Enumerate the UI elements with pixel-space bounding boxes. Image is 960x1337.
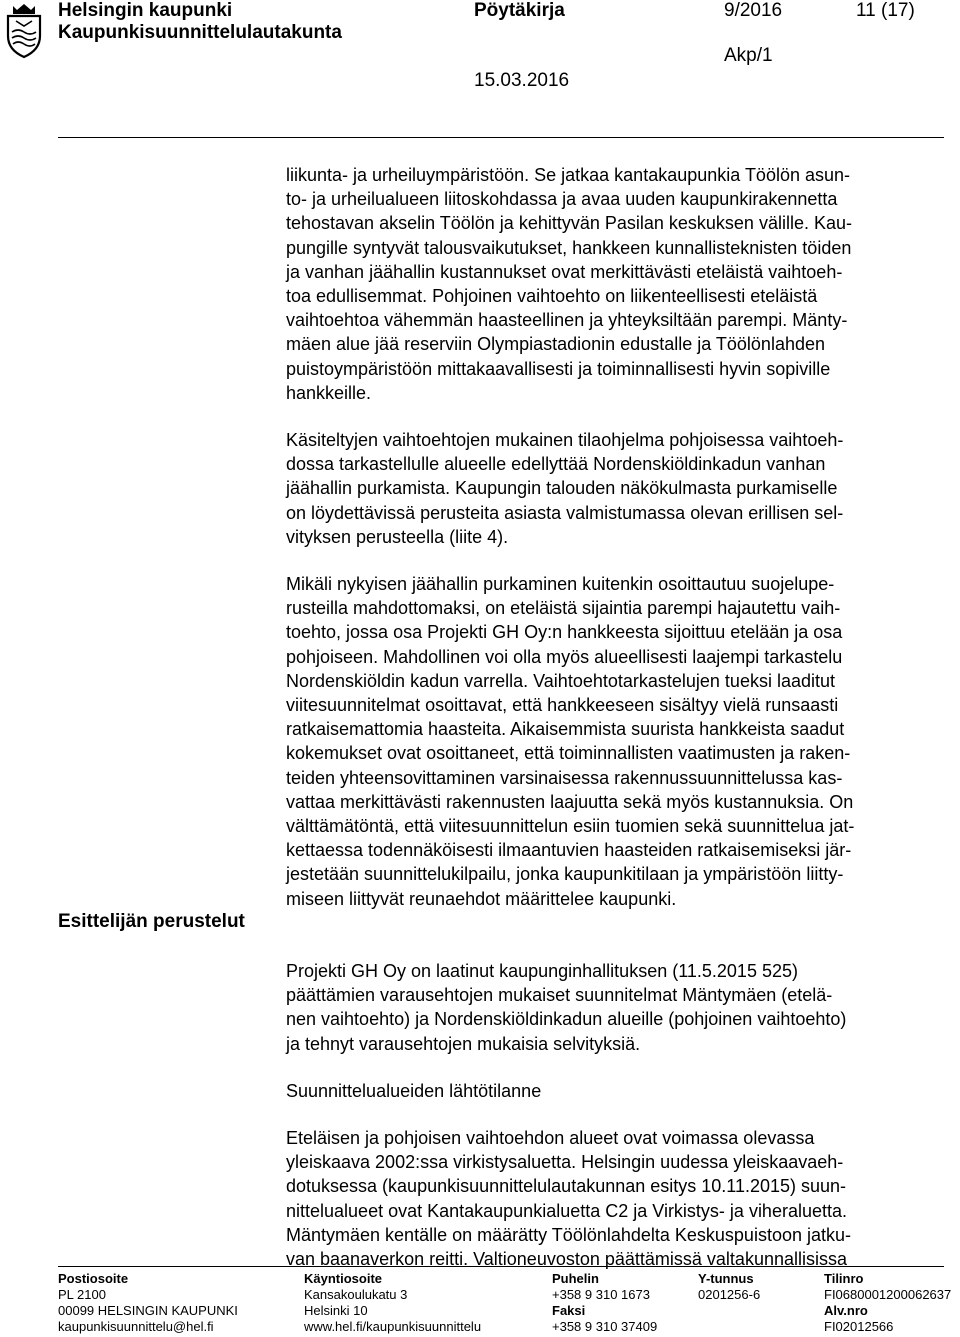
side-heading: Esittelijän perustelut <box>58 911 245 932</box>
footer-business-id: Y-tunnus 0201256-6 <box>698 1271 761 1302</box>
org-name: Helsingin kaupunki <box>58 0 233 21</box>
meeting-date: 15.03.2016 <box>474 70 570 91</box>
paragraph-3: Mikäli nykyisen jäähallin purkaminen kuitenkin osoittautuu suojelupe- rusteilla mahdottomaksi, on eteläistä sijaintia parempi hajautettu vaih- toehto, jossa osa Projekti GH Oy:n hankkeesta sijoittuu etelään ja osa pohjoiseen. Mahdollinen voi olla myös alueellisesti laajempi tarkastelu Nordenskiöldin kadun varrella. Vaihtoehtotarkastelujen tueksi laaditut viitesuunnitelmat osoittavat, että hankkeeseen sisältyy vielä runsaasti ratkaisemattomia haasteita. Aikaisemmista suurista hankkeista saadut kokemukset ovat osoittaneet, että toiminnallisten vaatimusten ja raken- teiden yhteensovittaminen varsinaisessa rakennussuunnittelussa kas- vattaa merkittävästi rakennusten laajuutta sekä myös kustannuksia. On välttämätöntä, että viitesuunnittelun esiin tuomien sekä suunnittelua jat- kettaessa todennäköisesti ilmaantuvien haasteiden ratkaisemiseksi jär- jestetään suunnittelukilpailu, jonka kaupunkitilaan ja ympäristöön liitty- miseen liittyvät reunaehdot määrittelee kaupunki. <box>286 574 855 909</box>
helsinki-crest-icon <box>3 2 45 60</box>
doc-number: 9/2016 <box>724 0 783 21</box>
footer-visiting-address: Käyntiosoite Kansakoulukatu 3 Helsinki 10 www.hel.fi/kaupunkisuunnittelu <box>304 1271 482 1334</box>
footer-bank-account: Tilinro FI0680001200062637 Alv.nro FI02012566 <box>824 1271 952 1334</box>
paragraph-1: liikunta- ja urheiluympäristöön. Se jatkaa kantakaupunkia Töölön asun- to- ja urheilualueen liitoskohdassa ja avaa uuden kaupunkirakennetta tehostavan akselin Töölön ja kehittyvän Pasilan keskuksen välille. Kau- pungille syntyvät talousvaikutukset, hankkeen kunnallisteknisten töiden ja vanhan jäähallin kustannukset ovat merkittävästi eteläistä vaihtoeh- toa edullisemmat. Pohjoinen vaihtoehto on liikenteellisesti eteläistä vaihtoehtoa vähemmän haasteellinen ja yhteyksiltään parempi. Mänty- mäen alue jää reserviin Olympiastadionin edustalle ja Töölönlahden puistoympäristöön mittakaavallisesti ja toiminnallisesti hyvin sopiville hankkeille. <box>286 165 852 403</box>
board-name: Kaupunkisuunnittelulautakunta <box>58 22 342 43</box>
paragraph-2: Käsiteltyjen vaihtoehtojen mukainen tilaohjelma pohjoisessa vaihtoeh- dossa tarkastellulle alueelle edellyttää Nordenskiöldinkadun vanhan jäähallin purkamista. Kaupungin talouden näkökulmasta purkamiselle on löydettävissä perusteita asiasta valmistumassa olevan erillisen sel- vityksen perusteella (liite 4). <box>286 430 844 547</box>
paragraph-4: Projekti GH Oy on laatinut kaupunginhallituksen (11.5.2015 525) päättämien varausehtojen mukaiset suunnitelmat Mäntymäen (etelä- nen vaihtoehto) ja Nordenskiöldinkadun alueille (pohjoinen vaihtoehto) ja tehnyt varausehtojen mukaisia selvityksiä. <box>286 960 847 1054</box>
paragraph-5: Eteläisen ja pohjoisen vaihtoehdon alueet ovat voimassa olevassa yleiskaava 2002:ssa virkistysaluetta. Helsingin uudessa yleiskaavaeh- dotuksessa (kaupunkisuunnittelulautakunnan esitys 10.11.2015) suun- nittelualueet ovat Kantakaupunkialuetta C2 ja Virkistys- ja viheraluetta. Mäntymäen kentälle on määrätty Töölönlahdelta Keskuspuistoon jatku- van baanaverkon reitti. Valtioneuvoston päättämissä valtakunnallisissa <box>286 1127 851 1269</box>
footer-phone: Puhelin +358 9 310 1673 Faksi +358 9 310 37409 <box>552 1271 658 1334</box>
doc-type: Pöytäkirja <box>474 0 565 21</box>
page-number: 11 (17) <box>856 0 915 21</box>
footer-postal-address: Postiosoite PL 2100 00099 HELSINGIN KAUPUNKI kaupunkisuunnittelu@hel.fi <box>58 1271 238 1334</box>
section-code: Akp/1 <box>724 45 773 66</box>
subheading: Suunnittelualueiden lähtötilanne <box>286 1080 542 1101</box>
footer-divider <box>58 1266 944 1267</box>
header-divider <box>58 137 944 138</box>
body-text <box>286 163 942 1271</box>
